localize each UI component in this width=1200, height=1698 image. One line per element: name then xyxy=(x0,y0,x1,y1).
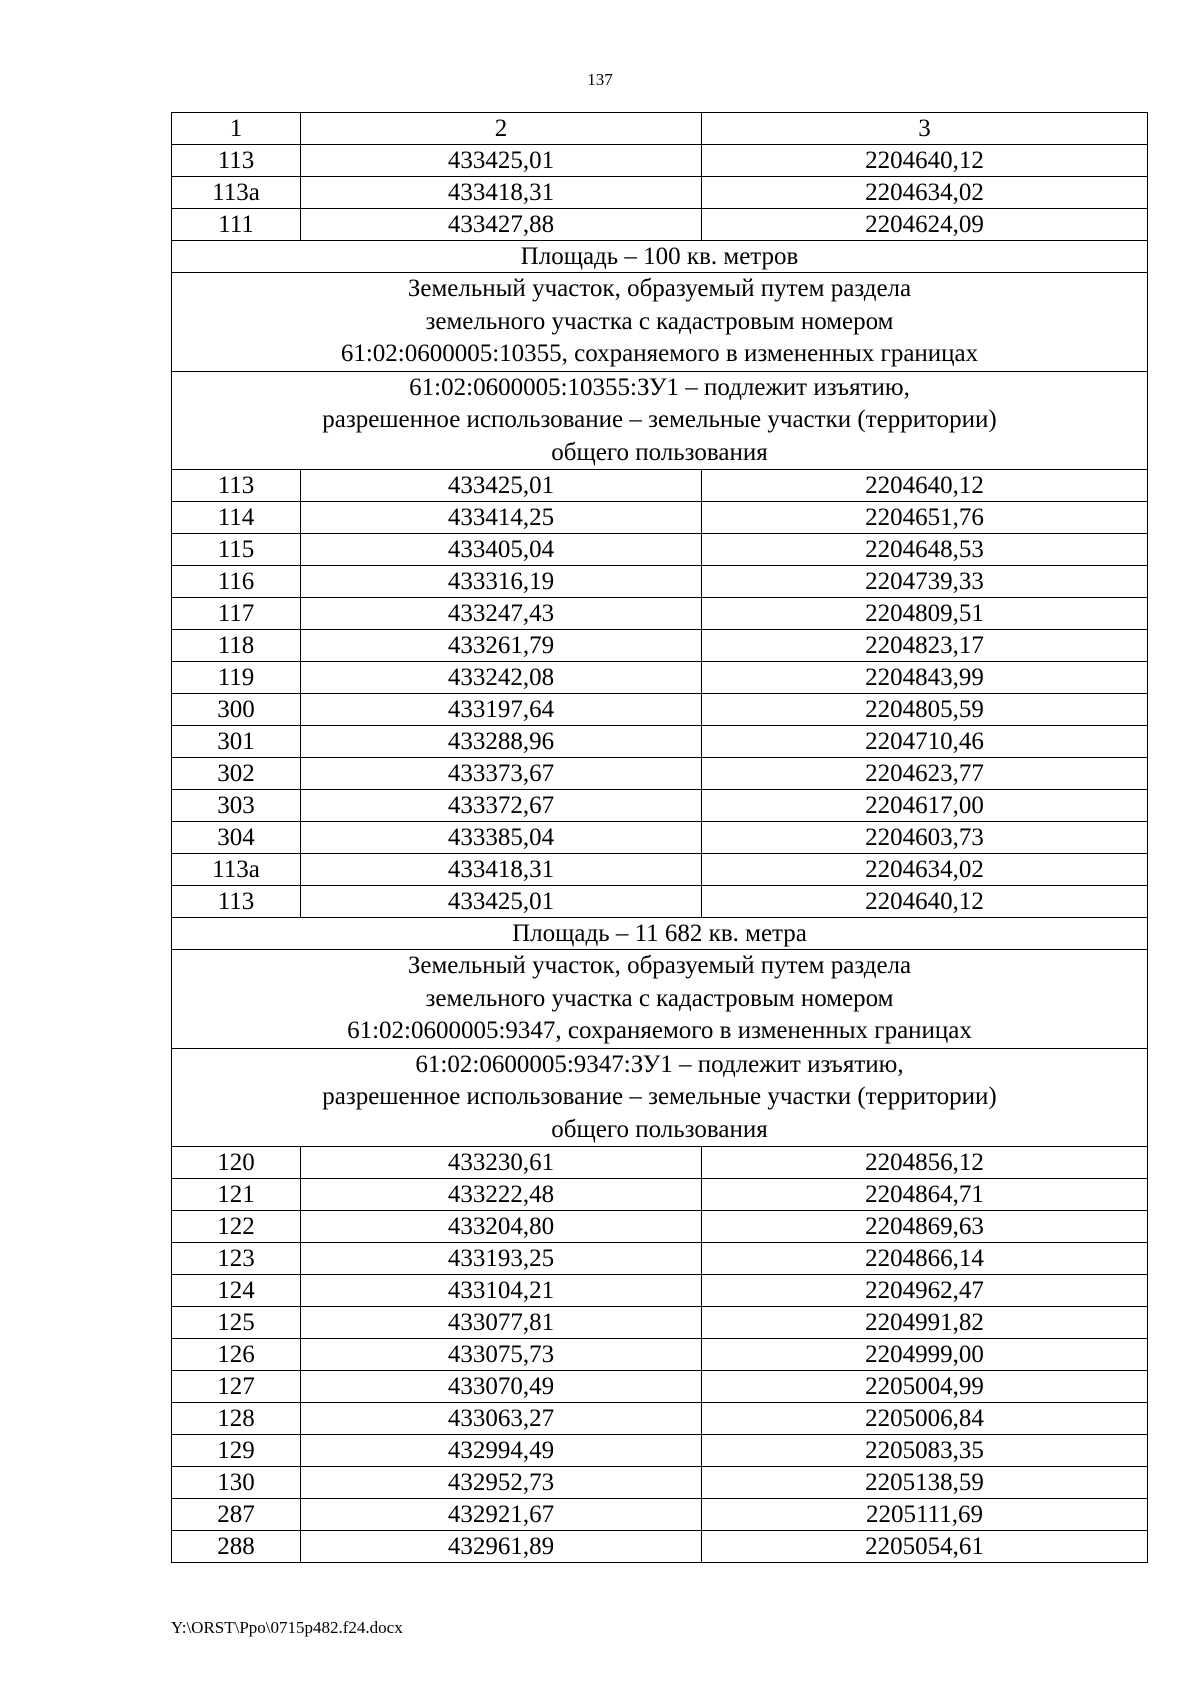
table-row xyxy=(172,726,1148,758)
parcel-title-line: 61:02:0600005:10355, сохраняемого в измененных границах xyxy=(340,340,979,367)
parcel-subtitle-line: 61:02:0600005:10355:ЗУ1 – подлежит изъятию, xyxy=(409,373,910,401)
point-number-cell: 113а xyxy=(172,177,301,209)
table-row xyxy=(172,1243,1148,1275)
y-coordinate-cell: 2204623,77 xyxy=(702,758,1148,790)
point-number-cell: 123 xyxy=(172,1243,301,1275)
x-coordinate-cell: 433063,27 xyxy=(301,1403,702,1435)
area-cell: Площадь – 11 682 кв. метра xyxy=(172,918,1148,950)
x-coordinate-cell: 433418,31 xyxy=(301,177,702,209)
parcel-title-line: земельного участка с кадастровым номером xyxy=(425,307,894,335)
parcel-title-row xyxy=(172,273,1148,372)
parcel-subtitle-line: общего пользования xyxy=(551,438,768,466)
table-row xyxy=(172,209,1148,241)
area-cell: Площадь – 100 кв. метров xyxy=(172,241,1148,273)
x-coordinate-cell: 433288,96 xyxy=(301,726,702,758)
parcel-title-line: земельного участка с кадастровым номером xyxy=(425,984,894,1012)
table-row xyxy=(172,145,1148,177)
file-path-footer: Y:\ORST\Ppo\0715p482.f24.docx xyxy=(171,1618,403,1637)
point-number-cell: 121 xyxy=(172,1179,301,1211)
x-coordinate-cell: 433427,88 xyxy=(301,209,702,241)
table-row xyxy=(172,1371,1148,1403)
point-number-cell: 301 xyxy=(172,726,301,758)
header-cell-y: 3 xyxy=(702,113,1148,145)
table-row xyxy=(172,598,1148,630)
point-number-cell: 118 xyxy=(172,630,301,662)
x-coordinate-cell: 433070,49 xyxy=(301,1371,702,1403)
point-number-cell: 128 xyxy=(172,1403,301,1435)
table-row xyxy=(172,1275,1148,1307)
y-coordinate-cell: 2204864,71 xyxy=(702,1179,1148,1211)
point-number-cell: 113а xyxy=(172,854,301,886)
point-number-cell: 115 xyxy=(172,534,301,566)
x-coordinate-cell: 433193,25 xyxy=(301,1243,702,1275)
y-coordinate-cell: 2204710,46 xyxy=(702,726,1148,758)
point-number-cell: 111 xyxy=(172,209,301,241)
point-number-cell: 288 xyxy=(172,1531,301,1563)
table-row xyxy=(172,1307,1148,1339)
point-number-cell: 113 xyxy=(172,886,301,918)
parcel-subtitle-row xyxy=(172,1048,1148,1147)
y-coordinate-cell: 2204603,73 xyxy=(702,822,1148,854)
point-number-cell: 127 xyxy=(172,1371,301,1403)
table-row xyxy=(172,1179,1148,1211)
x-coordinate-cell: 433405,04 xyxy=(301,534,702,566)
y-coordinate-cell: 2204869,63 xyxy=(702,1211,1148,1243)
x-coordinate-cell: 433425,01 xyxy=(301,145,702,177)
x-coordinate-cell: 433372,67 xyxy=(301,790,702,822)
point-number-cell: 287 xyxy=(172,1499,301,1531)
y-coordinate-cell: 2204640,12 xyxy=(702,470,1148,502)
table-row xyxy=(172,1467,1148,1499)
area-cell-row xyxy=(172,918,1148,950)
table-row xyxy=(172,534,1148,566)
x-coordinate-cell: 433075,73 xyxy=(301,1339,702,1371)
y-coordinate-cell: 2204634,02 xyxy=(702,854,1148,886)
y-coordinate-cell: 2205083,35 xyxy=(702,1435,1148,1467)
parcel-title xyxy=(172,950,1148,1049)
y-coordinate-cell: 2204856,12 xyxy=(702,1147,1148,1179)
parcel-title-line: Земельный участок, образуемый путем раздела xyxy=(407,952,912,979)
parcel-title-line: 61:02:0600005:9347, сохраняемого в измененных границах xyxy=(347,1017,972,1044)
x-coordinate-cell: 433418,31 xyxy=(301,854,702,886)
table-row xyxy=(172,470,1148,502)
table-row xyxy=(172,758,1148,790)
x-coordinate-cell: 433247,43 xyxy=(301,598,702,630)
point-number-cell: 129 xyxy=(172,1435,301,1467)
parcel-title-line: Земельный участок, образуемый путем раздела xyxy=(407,275,912,302)
point-number-cell: 120 xyxy=(172,1147,301,1179)
table-row xyxy=(172,1339,1148,1371)
y-coordinate-cell: 2204634,02 xyxy=(702,177,1148,209)
x-coordinate-cell: 433242,08 xyxy=(301,662,702,694)
x-coordinate-cell: 432994,49 xyxy=(301,1435,702,1467)
parcel-subtitle-line: разрешенное использование – земельные участки (территории) xyxy=(322,1083,997,1110)
table-row xyxy=(172,694,1148,726)
point-number-cell: 300 xyxy=(172,694,301,726)
y-coordinate-cell: 2204648,53 xyxy=(702,534,1148,566)
area-cell-row xyxy=(172,241,1148,273)
parcel-subtitle-row xyxy=(172,371,1148,470)
x-coordinate-cell: 433104,21 xyxy=(301,1275,702,1307)
x-coordinate-cell: 432961,89 xyxy=(301,1531,702,1563)
y-coordinate-cell: 2204843,99 xyxy=(702,662,1148,694)
point-number-cell: 117 xyxy=(172,598,301,630)
y-coordinate-cell: 2205138,59 xyxy=(702,1467,1148,1499)
y-coordinate-cell: 2204651,76 xyxy=(702,502,1148,534)
table-header-row xyxy=(172,113,1148,145)
point-number-cell: 302 xyxy=(172,758,301,790)
parcel-title xyxy=(172,273,1148,372)
header-cell-point: 1 xyxy=(172,113,301,145)
x-coordinate-cell: 433230,61 xyxy=(301,1147,702,1179)
point-number-cell: 122 xyxy=(172,1211,301,1243)
x-coordinate-cell: 433373,67 xyxy=(301,758,702,790)
point-number-cell: 126 xyxy=(172,1339,301,1371)
x-coordinate-cell: 433197,64 xyxy=(301,694,702,726)
table-row xyxy=(172,1211,1148,1243)
y-coordinate-cell: 2204624,09 xyxy=(702,209,1148,241)
x-coordinate-cell: 433204,80 xyxy=(301,1211,702,1243)
y-coordinate-cell: 2204640,12 xyxy=(702,886,1148,918)
y-coordinate-cell: 2204823,17 xyxy=(702,630,1148,662)
parcel-subtitle-line: разрешенное использование – земельные участки (территории) xyxy=(322,406,997,433)
table-row xyxy=(172,1531,1148,1563)
table-row xyxy=(172,630,1148,662)
y-coordinate-cell: 2205004,99 xyxy=(702,1371,1148,1403)
table-row xyxy=(172,1403,1148,1435)
point-number-cell: 113 xyxy=(172,145,301,177)
point-number-cell: 113 xyxy=(172,470,301,502)
parcel-subtitle xyxy=(172,371,1148,470)
x-coordinate-cell: 433414,25 xyxy=(301,502,702,534)
table-row xyxy=(172,502,1148,534)
table-row xyxy=(172,1435,1148,1467)
y-coordinate-cell: 2204805,59 xyxy=(702,694,1148,726)
table-row xyxy=(172,177,1148,209)
y-coordinate-cell: 2204999,00 xyxy=(702,1339,1148,1371)
point-number-cell: 303 xyxy=(172,790,301,822)
y-coordinate-cell: 2205006,84 xyxy=(702,1403,1148,1435)
parcel-title-row xyxy=(172,950,1148,1049)
x-coordinate-cell: 433222,48 xyxy=(301,1179,702,1211)
point-number-cell: 130 xyxy=(172,1467,301,1499)
parcel-subtitle-line: 61:02:0600005:9347:ЗУ1 – подлежит изъятию, xyxy=(415,1050,904,1078)
table-row xyxy=(172,790,1148,822)
x-coordinate-cell: 433385,04 xyxy=(301,822,702,854)
y-coordinate-cell: 2204809,51 xyxy=(702,598,1148,630)
point-number-cell: 116 xyxy=(172,566,301,598)
x-coordinate-cell: 433316,19 xyxy=(301,566,702,598)
coordinates-table xyxy=(171,112,1148,1563)
x-coordinate-cell: 433425,01 xyxy=(301,470,702,502)
table-row xyxy=(172,1499,1148,1531)
y-coordinate-cell: 2204866,14 xyxy=(702,1243,1148,1275)
parcel-subtitle xyxy=(172,1048,1148,1147)
y-coordinate-cell: 2204962,47 xyxy=(702,1275,1148,1307)
y-coordinate-cell: 2205054,61 xyxy=(702,1531,1148,1563)
point-number-cell: 119 xyxy=(172,662,301,694)
point-number-cell: 125 xyxy=(172,1307,301,1339)
point-number-cell: 304 xyxy=(172,822,301,854)
x-coordinate-cell: 433261,79 xyxy=(301,630,702,662)
x-coordinate-cell: 433077,81 xyxy=(301,1307,702,1339)
y-coordinate-cell: 2204640,12 xyxy=(702,145,1148,177)
table-row xyxy=(172,886,1148,918)
x-coordinate-cell: 432952,73 xyxy=(301,1467,702,1499)
y-coordinate-cell: 2205111,69 xyxy=(702,1499,1148,1531)
x-coordinate-cell: 433425,01 xyxy=(301,886,702,918)
table-row xyxy=(172,854,1148,886)
y-coordinate-cell: 2204739,33 xyxy=(702,566,1148,598)
parcel-subtitle-line: общего пользования xyxy=(551,1115,768,1143)
table-row xyxy=(172,662,1148,694)
table-row xyxy=(172,1147,1148,1179)
header-cell-x: 2 xyxy=(301,113,702,145)
y-coordinate-cell: 2204991,82 xyxy=(702,1307,1148,1339)
point-number-cell: 114 xyxy=(172,502,301,534)
coordinates-table-body xyxy=(172,113,1148,1563)
x-coordinate-cell: 432921,67 xyxy=(301,1499,702,1531)
page-number: 137 xyxy=(587,70,613,89)
table-row xyxy=(172,822,1148,854)
point-number-cell: 124 xyxy=(172,1275,301,1307)
table-row xyxy=(172,566,1148,598)
y-coordinate-cell: 2204617,00 xyxy=(702,790,1148,822)
